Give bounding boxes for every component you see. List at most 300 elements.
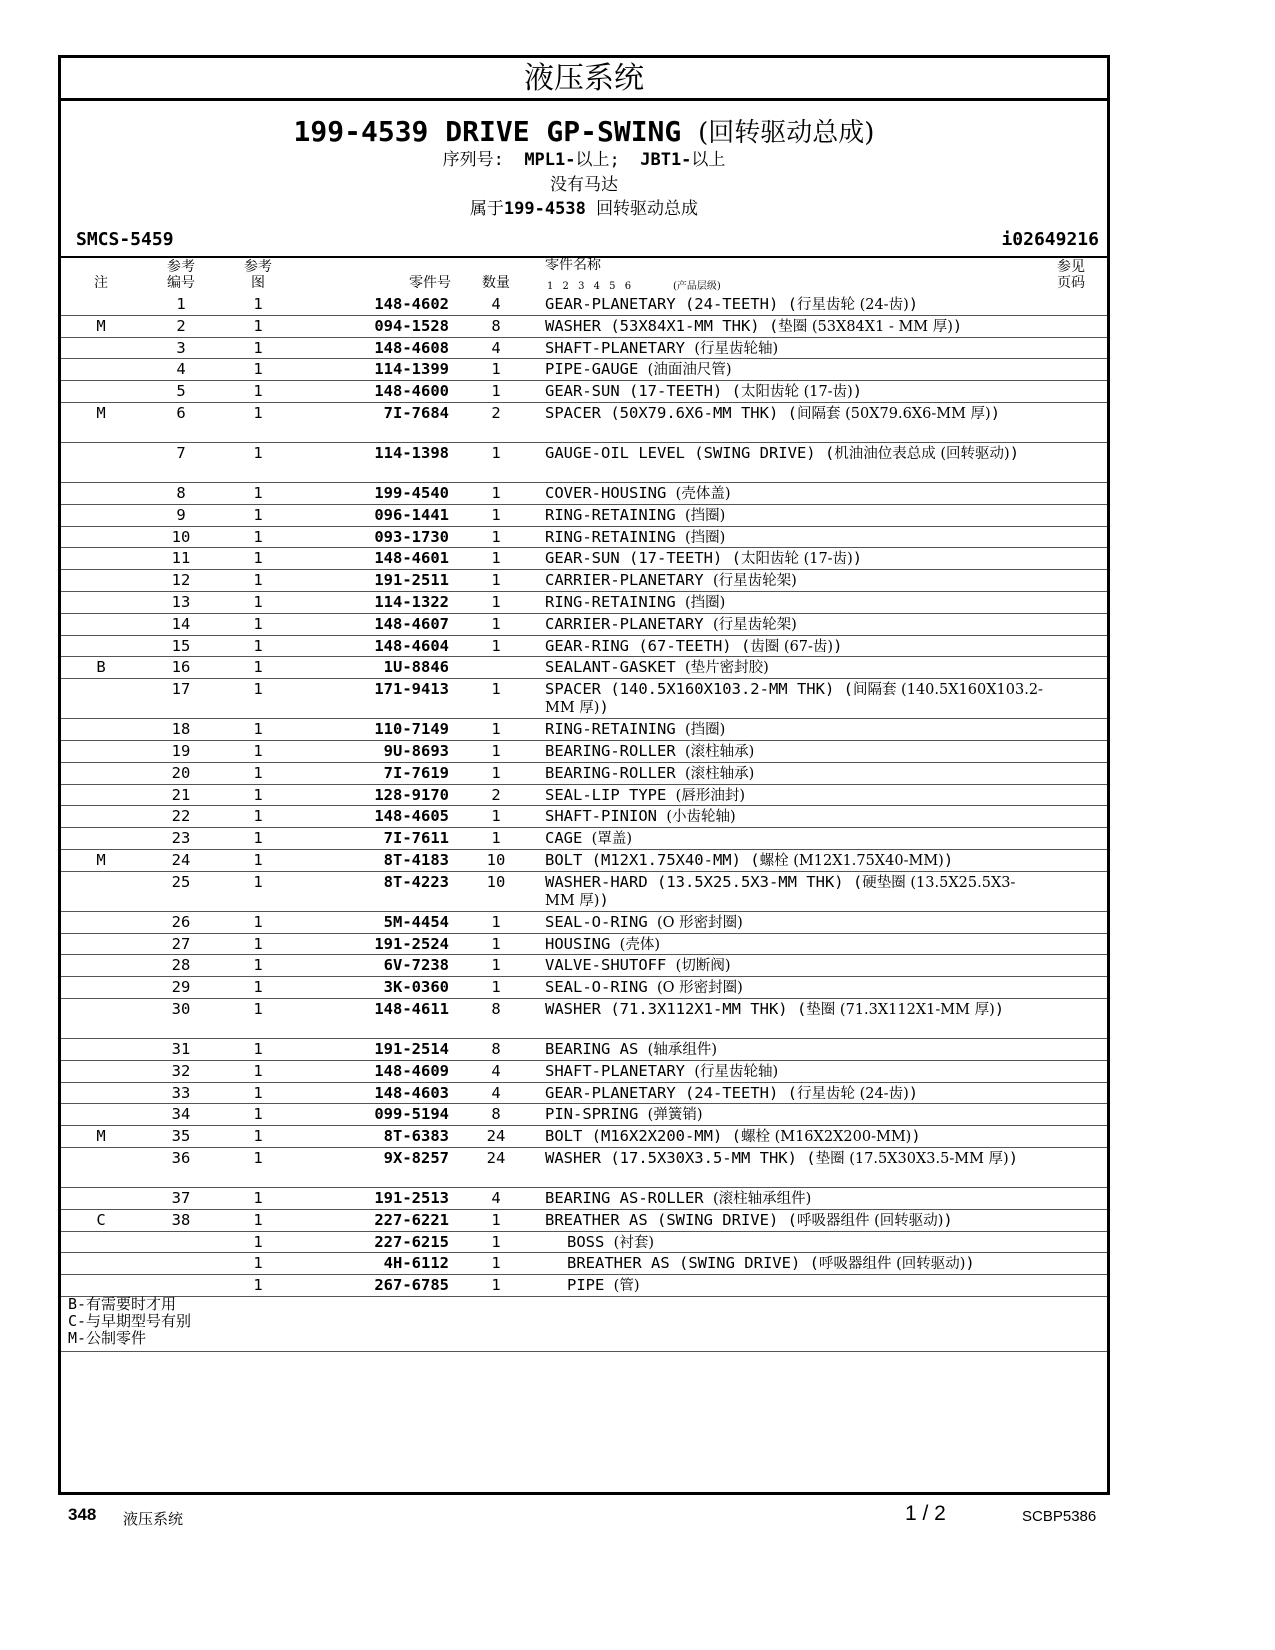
row-quantity: 2 [491, 785, 501, 804]
row-part-number: 191-2514 [374, 1039, 449, 1058]
row-part-number: 148-4605 [374, 807, 449, 826]
row-part-number: 148-4604 [374, 636, 449, 655]
row-fig: 1 [253, 1105, 263, 1124]
page-fraction: 1 / 2 [905, 1502, 946, 1525]
table-row [61, 679, 1107, 719]
row-part-name-en: GEAR-SUN (17-TEETH) ( [545, 382, 741, 401]
row-part-name [545, 1128, 1045, 1146]
row-quantity: 1 [491, 720, 501, 739]
row-part-number: 7I-7684 [383, 403, 449, 422]
row-part-name-en: PIPE [567, 1276, 614, 1295]
row-fig: 1 [253, 338, 263, 357]
table-row [61, 403, 1107, 443]
row-part-name-tail: ) [852, 382, 863, 401]
row-part-name-cn: (油面油尺管) [647, 362, 732, 379]
row-part-name [545, 979, 1045, 997]
row-part-name-cn: 间隔套 (50X79.6X6-MM 厚) [796, 405, 991, 422]
row-part-number: 094-1528 [374, 316, 449, 335]
row-ref-number: 8 [176, 483, 186, 502]
row-ref-number: 3 [176, 338, 186, 357]
col-see-page-line2: 页码 [1057, 275, 1085, 291]
col-levels-note: (产品层级) [673, 281, 721, 292]
row-part-name-cn: (唇形油封) [675, 787, 745, 804]
row-fig: 1 [253, 1232, 263, 1251]
row-quantity: 24 [486, 1127, 506, 1146]
row-part-number: 8T-6383 [383, 1127, 449, 1146]
row-fig: 1 [253, 872, 263, 891]
row-note: C [96, 1210, 106, 1229]
table-row [61, 1061, 1107, 1083]
row-part-number: 148-4602 [374, 295, 449, 313]
row-part-number: 191-2513 [374, 1188, 449, 1207]
row-fig: 1 [253, 763, 263, 782]
row-part-name-tail: ) [943, 1210, 953, 1229]
row-part-name-en: SHAFT-PINION [545, 807, 667, 826]
serial-text-1: 以上; [575, 150, 620, 170]
table-row [61, 359, 1107, 381]
row-part-name-tail: ) [990, 403, 1001, 422]
row-ref-number: 31 [171, 1039, 191, 1058]
table-row [61, 1210, 1107, 1232]
row-fig: 1 [253, 978, 263, 997]
row-part-name-cn: 硬垫圈 (13.5X25.5X3-MM 厚) [545, 874, 1016, 909]
parts-table [61, 294, 1107, 1297]
row-part-name-cn: (壳体) [619, 936, 660, 953]
row-part-name [545, 1106, 1045, 1124]
row-part-name-cn: (切断阀) [675, 958, 731, 975]
serial-prefix-1: MPL1- [524, 150, 576, 170]
row-ref-number: 16 [171, 658, 191, 677]
row-quantity: 4 [491, 1188, 501, 1207]
legend-item: C-与早期型号有别 [68, 1312, 192, 1330]
row-part-name-cn: 螺栓 (M16X2X200-MM) [740, 1129, 912, 1146]
table-row [61, 1039, 1107, 1061]
belongs-label: 属于 [469, 199, 504, 219]
row-fig: 1 [253, 1148, 263, 1167]
row-ref-number: 24 [171, 850, 191, 869]
row-ref-number: 36 [171, 1148, 191, 1167]
row-fig: 1 [253, 636, 263, 655]
row-fig: 1 [253, 720, 263, 739]
row-part-name-en: HOUSING [545, 934, 620, 953]
row-part-name-en: VALVE-SHUTOFF [545, 956, 676, 975]
row-quantity: 1 [491, 636, 501, 655]
row-part-number: 110-7149 [374, 720, 449, 739]
smcs-code: SMCS-5459 [76, 229, 174, 250]
row-part-name-tail: ) [833, 636, 843, 655]
col-see-page-line1: 参见 [1057, 259, 1085, 275]
row-part-name-tail: ) [994, 999, 1005, 1018]
table-row [61, 934, 1107, 956]
row-part-number: 9X-8257 [383, 1148, 449, 1167]
table-row [61, 570, 1107, 592]
row-part-name-cn: 垫圈 (71.3X112X1-MM 厚) [806, 1001, 995, 1018]
row-fig: 1 [253, 1276, 263, 1295]
row-fig: 1 [253, 1210, 263, 1229]
row-part-number: 148-4603 [374, 1083, 449, 1102]
assembly-part-number: 199-4539 DRIVE GP-SWING [293, 115, 682, 148]
row-part-name-cn: (挡圈) [684, 722, 726, 739]
row-part-number: 148-4600 [374, 382, 449, 401]
row-ref-number: 10 [171, 527, 191, 546]
row-part-name-en: PIPE-GAUGE [545, 360, 648, 379]
row-part-name-en: GEAR-RING (67-TEETH) ( [545, 636, 751, 655]
row-ref-number: 19 [171, 741, 191, 760]
row-quantity: 1 [491, 592, 501, 611]
table-row [61, 1083, 1107, 1105]
row-part-name [545, 616, 1045, 634]
row-part-name-tail: ) [599, 890, 609, 909]
row-quantity: 1 [491, 483, 501, 502]
table-row [61, 977, 1107, 999]
row-part-name [545, 485, 1045, 503]
row-ref-number: 22 [171, 807, 191, 826]
row-part-name-cn: (行星齿轮轴) [694, 340, 779, 357]
row-part-name-en: COVER-HOUSING [545, 483, 676, 502]
row-part-name [545, 383, 1045, 401]
row-part-name-cn: (行星齿轮架) [712, 616, 797, 633]
row-part-name-tail: ) [911, 1127, 921, 1146]
row-part-name [545, 507, 1045, 525]
row-ref-number: 23 [171, 829, 191, 848]
table-row [61, 338, 1107, 360]
row-part-name-cn: (小齿轮轴) [666, 809, 736, 826]
table-row [61, 850, 1107, 872]
row-part-name-en: SEAL-O-RING [545, 978, 657, 997]
legend-divider [61, 1351, 1107, 1352]
row-part-name [545, 659, 1045, 677]
table-row [61, 1188, 1107, 1210]
row-ref-number: 21 [171, 785, 191, 804]
row-part-name [545, 1041, 1045, 1059]
table-row [61, 1275, 1107, 1297]
row-part-name [545, 681, 1045, 717]
row-part-name-cn: (挡圈) [684, 529, 726, 546]
row-part-number: 191-2524 [374, 934, 449, 953]
row-part-name-en: CARRIER-PLANETARY [545, 571, 713, 590]
row-part-name-en: SHAFT-PLANETARY [545, 338, 695, 357]
row-part-number: 093-1730 [374, 527, 449, 546]
row-part-name-tail: ) [852, 549, 863, 568]
row-quantity: 1 [491, 680, 501, 699]
row-part-number: 148-4611 [374, 999, 449, 1018]
row-part-number: 8T-4223 [383, 872, 449, 891]
row-part-name [567, 1277, 1067, 1295]
row-quantity: 1 [491, 912, 501, 931]
row-part-name-tail: ) [1008, 1148, 1019, 1167]
row-part-name-en: WASHER (17.5X30X3.5-MM THK) ( [545, 1148, 816, 1167]
row-part-name-cn: 垫圈 (17.5X30X3.5-MM 厚) [815, 1150, 1009, 1167]
row-part-name-cn: 齿圈 (67-齿) [750, 638, 834, 655]
legend-item: B-有需要时才用 [68, 1295, 177, 1313]
row-ref-number: 1 [176, 295, 186, 313]
row-fig: 1 [253, 316, 263, 335]
table-row [61, 763, 1107, 785]
row-part-name [545, 1063, 1045, 1081]
row-part-name-en: BREATHER AS (SWING DRIVE) ( [567, 1254, 819, 1273]
row-ref-number: 6 [176, 403, 186, 422]
row-fig: 1 [253, 1083, 263, 1102]
row-part-number: 9U-8693 [383, 741, 449, 760]
row-part-number: 267-6785 [374, 1276, 449, 1295]
table-row [61, 1148, 1107, 1188]
row-quantity: 4 [491, 338, 501, 357]
row-part-name-cn: 呼吸器组件 (回转驱动) [818, 1256, 966, 1273]
row-part-name-en: PIN-SPRING [545, 1105, 648, 1124]
row-part-name-en: SEAL-LIP TYPE [545, 785, 676, 804]
row-fig: 1 [253, 785, 263, 804]
row-part-number: 6V-7238 [383, 956, 449, 975]
row-part-number: 171-9413 [374, 680, 449, 699]
row-part-name-en: GEAR-PLANETARY (24-TEETH) ( [545, 295, 797, 313]
row-ref-number: 32 [171, 1061, 191, 1080]
row-part-name-cn: 太阳齿轮 (17-齿) [740, 551, 853, 568]
row-fig: 1 [253, 912, 263, 931]
row-ref-number: 7 [176, 443, 186, 462]
row-part-name-cn: 行星齿轮 (24-齿) [796, 1085, 909, 1102]
row-fig: 1 [253, 658, 263, 677]
serial-label: 序列号: [442, 150, 504, 170]
row-ref-number: 12 [171, 571, 191, 590]
row-part-name [545, 572, 1045, 590]
row-fig: 1 [253, 483, 263, 502]
row-part-name [545, 874, 1045, 910]
table-row [61, 955, 1107, 977]
row-part-name [545, 318, 1045, 336]
row-note: M [96, 316, 106, 335]
row-part-name-en: RING-RETAINING [545, 527, 685, 546]
row-quantity: 1 [491, 527, 501, 546]
row-quantity: 1 [491, 1210, 501, 1229]
row-part-name-cn: (O 形密封圈) [656, 914, 743, 931]
row-ref-number: 9 [176, 505, 186, 524]
row-quantity: 10 [486, 850, 506, 869]
row-part-number: 5M-4454 [383, 912, 449, 931]
row-ref-number: 18 [171, 720, 191, 739]
row-fig: 1 [253, 1127, 263, 1146]
row-part-number: 191-2511 [374, 571, 449, 590]
row-quantity: 4 [491, 1061, 501, 1080]
row-part-name [545, 765, 1045, 783]
row-part-name-en: BEARING AS-ROLLER [545, 1188, 713, 1207]
row-quantity: 1 [491, 360, 501, 379]
row-fig: 1 [253, 382, 263, 401]
row-part-name-cn: 呼吸器组件 (回转驱动) [796, 1212, 944, 1229]
row-note: B [96, 658, 106, 677]
row-quantity: 1 [491, 443, 501, 462]
row-quantity: 24 [486, 1148, 506, 1167]
table-row [61, 316, 1107, 338]
row-part-name-cn: 间隔套 (140.5X160X103.2-MM 厚) [545, 682, 1043, 717]
row-ref-number: 29 [171, 978, 191, 997]
row-quantity: 4 [491, 295, 501, 313]
row-part-name-en: SPACER (140.5X160X103.2-MM THK) ( [545, 680, 853, 699]
col-part-name: 零件名称 [545, 257, 601, 273]
row-ref-number: 11 [171, 549, 191, 568]
table-row [61, 505, 1107, 527]
page-number: 348 [68, 1505, 97, 1524]
col-ref-line2: 编号 [167, 275, 195, 291]
row-fig: 1 [253, 1061, 263, 1080]
serial-text-2: 以上 [691, 150, 726, 170]
row-quantity: 1 [491, 1276, 501, 1295]
row-quantity: 1 [491, 614, 501, 633]
col-note: 注 [94, 275, 108, 291]
row-note: M [96, 850, 106, 869]
row-ref-number: 34 [171, 1105, 191, 1124]
table-row [61, 785, 1107, 807]
row-part-name [545, 550, 1045, 568]
serial-line [61, 149, 1107, 171]
row-quantity: 1 [491, 934, 501, 953]
row-part-name-cn: (管) [613, 1278, 640, 1295]
row-part-number: 3K-0360 [383, 978, 449, 997]
row-part-name-cn: (衬套) [613, 1234, 654, 1251]
row-part-name [545, 852, 1045, 870]
row-part-name [567, 1255, 1067, 1273]
row-fig: 1 [253, 505, 263, 524]
row-fig: 1 [253, 807, 263, 826]
row-part-name [545, 361, 1045, 379]
row-fig: 1 [253, 999, 263, 1018]
row-part-name-en: BOSS [567, 1232, 614, 1251]
row-quantity: 1 [491, 763, 501, 782]
row-quantity: 8 [491, 1039, 501, 1058]
row-part-name [545, 914, 1045, 932]
table-row [61, 636, 1107, 658]
row-part-number: 148-4609 [374, 1061, 449, 1080]
row-part-name-en: SEALANT-GASKET [545, 658, 685, 677]
row-fig: 1 [253, 403, 263, 422]
row-part-number: 7I-7611 [383, 829, 449, 848]
table-row [61, 548, 1107, 570]
serial-prefix-2: JBT1- [640, 150, 692, 170]
row-quantity: 1 [491, 571, 501, 590]
row-note: M [96, 1127, 106, 1146]
row-fig: 1 [253, 592, 263, 611]
row-part-name-cn: (挡圈) [684, 594, 726, 611]
row-part-name [545, 936, 1045, 954]
row-fig: 1 [253, 1254, 263, 1273]
row-part-number: 099-5194 [374, 1105, 449, 1124]
col-ref-line1: 参考 [167, 259, 195, 275]
row-part-name [545, 405, 1045, 423]
row-ref-number: 30 [171, 999, 191, 1018]
row-part-number: 1U-8846 [383, 658, 449, 677]
table-row [61, 1126, 1107, 1148]
row-ref-number: 13 [171, 592, 191, 611]
row-fig: 1 [253, 934, 263, 953]
row-part-name-en: SHAFT-PLANETARY [545, 1061, 695, 1080]
row-quantity: 1 [491, 382, 501, 401]
row-part-name-tail: ) [965, 1254, 975, 1273]
row-quantity: 1 [491, 741, 501, 760]
row-fig: 1 [253, 295, 263, 313]
row-part-name-cn: (滚柱轴承) [684, 765, 755, 782]
row-part-name-en: GEAR-PLANETARY (24-TEETH) ( [545, 1083, 797, 1102]
row-part-name-tail: ) [1009, 443, 1020, 462]
row-part-number: 227-6221 [374, 1210, 449, 1229]
row-part-number: 128-9170 [374, 785, 449, 804]
row-part-name-en: BREATHER AS (SWING DRIVE) ( [545, 1210, 797, 1229]
row-part-name-tail: ) [908, 1083, 919, 1102]
row-fig: 1 [253, 1188, 263, 1207]
row-part-number: 8T-4183 [383, 850, 449, 869]
row-part-name-cn: (滚柱轴承) [684, 743, 755, 760]
row-part-name-cn: (行星齿轮架) [712, 573, 797, 590]
row-part-name [545, 808, 1045, 826]
row-part-number: 7I-7619 [383, 763, 449, 782]
col-fig-line2: 图 [251, 275, 265, 291]
row-quantity: 1 [491, 1254, 501, 1273]
row-quantity: 8 [491, 999, 501, 1018]
row-quantity: 8 [491, 1105, 501, 1124]
table-row [61, 1253, 1107, 1275]
row-part-number: 148-4601 [374, 549, 449, 568]
row-part-number: 114-1398 [374, 443, 449, 462]
row-part-name [545, 957, 1045, 975]
row-part-number: 148-4607 [374, 614, 449, 633]
row-part-name [545, 787, 1045, 805]
row-part-name [545, 296, 1045, 314]
row-quantity: 1 [491, 978, 501, 997]
parent-part-number: 199-4538 [503, 199, 586, 219]
row-part-name-en: SEAL-O-RING [545, 912, 657, 931]
row-part-name-en: RING-RETAINING [545, 592, 685, 611]
row-part-name-en: BOLT (M16X2X200-MM) ( [545, 1127, 741, 1146]
row-quantity: 1 [491, 956, 501, 975]
row-part-name-en: GAUGE-OIL LEVEL (SWING DRIVE) ( [545, 443, 835, 462]
row-part-name [545, 340, 1045, 358]
row-note: M [96, 403, 106, 422]
table-row [61, 872, 1107, 912]
row-part-name-en: WASHER (53X84X1-MM THK) ( [545, 316, 779, 335]
row-part-name-cn: (O 形密封圈) [656, 980, 743, 997]
row-part-name-en: WASHER (71.3X112X1-MM THK) ( [545, 999, 807, 1018]
row-quantity: 1 [491, 1232, 501, 1251]
row-part-name-cn: (壳体盖) [675, 485, 731, 502]
row-part-name [545, 1150, 1045, 1168]
row-part-name-en: BOLT (M12X1.75X40-MM) ( [545, 850, 760, 869]
row-quantity: 1 [491, 505, 501, 524]
row-part-name-en: CAGE [545, 829, 592, 848]
row-quantity: 4 [491, 1083, 501, 1102]
row-part-name [545, 743, 1045, 761]
row-fig: 1 [253, 360, 263, 379]
table-row [61, 1232, 1107, 1254]
row-quantity: 2 [491, 403, 501, 422]
row-part-name [545, 1085, 1045, 1103]
row-part-name [545, 721, 1045, 739]
parent-part-name: 回转驱动总成 [596, 199, 699, 219]
row-ref-number: 5 [176, 382, 186, 401]
row-part-name-cn: (罩盖) [591, 831, 632, 848]
row-part-name [545, 638, 1045, 656]
row-fig: 1 [253, 549, 263, 568]
legend-item: M-公制零件 [68, 1329, 147, 1347]
table-row [61, 381, 1107, 403]
row-part-name-en: RING-RETAINING [545, 505, 685, 524]
row-part-name-tail: ) [943, 850, 954, 869]
section-title: 液压系统 [61, 58, 1107, 101]
col-fig-line1: 参考 [244, 259, 272, 275]
table-row [61, 912, 1107, 934]
row-ref-number: 15 [171, 636, 191, 655]
row-quantity: 8 [491, 316, 501, 335]
row-part-name-en: GEAR-SUN (17-TEETH) ( [545, 549, 741, 568]
table-row [61, 294, 1107, 316]
row-fig: 1 [253, 527, 263, 546]
